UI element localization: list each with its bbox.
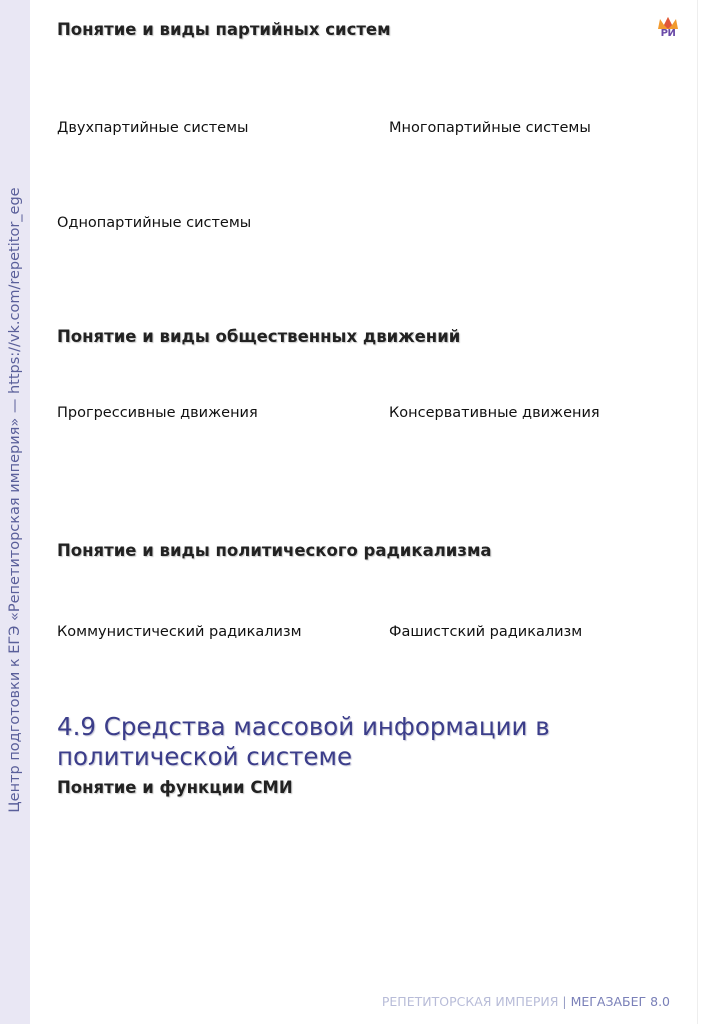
item-fascist: Фашистский радикализм [389,624,583,640]
heading-party-systems: Понятие и виды партийных систем [57,20,391,39]
heading-radicalism: Понятие и виды политического радикализма [57,541,492,560]
section-title-media: 4.9 Средства массовой информации в политической системе [57,712,550,771]
heading-media: Понятие и функции СМИ [57,778,293,797]
footer-brand: РЕПЕТИТОРСКАЯ ИМПЕРИЯ [381,994,559,1009]
item-one-party: Однопартийные системы [57,215,252,231]
item-multi-party: Многопартийные системы [389,120,591,136]
item-communist: Коммунистический радикализм [57,624,302,640]
footer-separator: | [562,994,567,1009]
logo [655,16,681,46]
heading-social-movements: Понятие и виды общественных движений [57,327,461,346]
sidebar-caption: Центр подготовки к ЕГЭ «Репетиторская империя» — https://vk.com/repetitor_ege [7,187,23,813]
footer-event: МЕГАЗАБЕГ 8.0 [570,994,670,1009]
item-two-party: Двухпартийные системы [57,120,249,136]
logo-text: РИ [660,28,676,39]
item-progressive: Прогрессивные движения [57,405,258,421]
item-conservative: Консервативные движения [389,405,600,421]
footer [382,994,670,1009]
right-border [697,0,698,1024]
